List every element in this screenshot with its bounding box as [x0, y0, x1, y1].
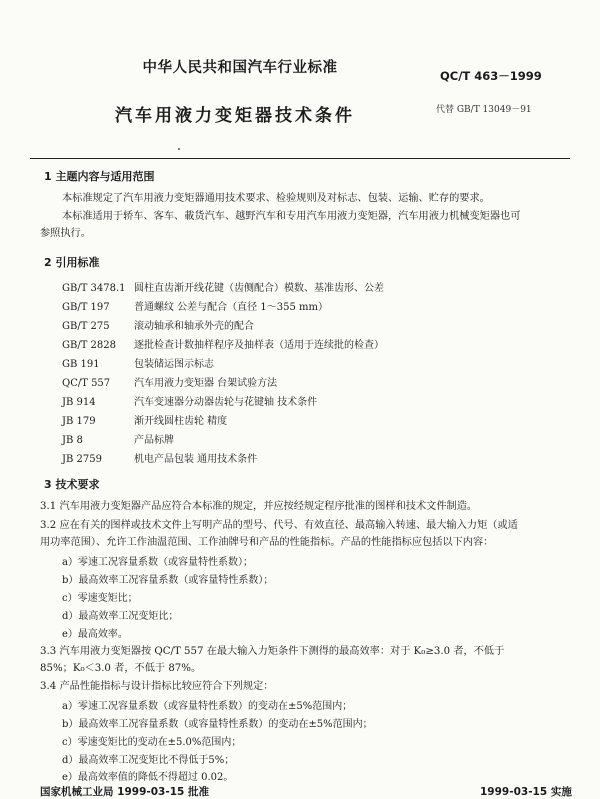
clause-3-4-item: e）最高效率值的降低不得超过 0.02。 — [62, 772, 234, 783]
section-1-paragraph-1: 本标准规定了汽车用液力变矩器通用技术要求、检验规则及对标志、包装、运输、贮存的要求。 — [62, 193, 490, 204]
effective-date: 1999-03-15 实施 — [480, 786, 572, 798]
clause-3-4-item: c）零速变矩比的变动在±5.0%范围内； — [62, 737, 242, 748]
document-title: 汽车用液力变矩器技术条件 — [115, 106, 355, 126]
reference-code: JB 914 — [62, 397, 96, 408]
reference-item — [62, 298, 328, 313]
reference-title: 滚动轴承和轴承外壳的配合 — [134, 321, 254, 332]
reference-title: 普通螺纹 公差与配合（直径 1～355 mm） — [134, 302, 328, 313]
clause-3-2-item: b）最高效率工况容量系数（或容量特性系数）； — [62, 575, 274, 586]
reference-code: JB 179 — [62, 416, 96, 427]
clause-3-3-line-2: 85%；K₀＜3.0 者，不低于 87%。 — [40, 663, 202, 674]
section-1-paragraph-2-line-2: 参照执行。 — [40, 228, 91, 239]
reference-title: 产品标牌 — [134, 435, 174, 446]
clause-3-2-line-1: 3.2 应在有关的图样或技术文件上写明产品的型号、代号、有效直径、最高输入转速、最大输入力矩（或适 — [40, 520, 518, 531]
clause-3-4-item: b）最高效率工况容量系数（或容量特性系数）的变动在±5%范围内； — [62, 719, 373, 730]
reference-title: 汽车用液力变矩器 台架试验方法 — [134, 378, 278, 389]
reference-code: JB 2759 — [62, 454, 102, 465]
approval-date: 国家机械工业局 1999-03-15 批准 — [40, 786, 209, 798]
reference-title: 逐批检查计数抽样程序及抽样表（适用于连续批的检查） — [134, 340, 384, 351]
reference-code: QC/T 557 — [62, 378, 111, 389]
clause-3-2-line-2: 用功率范围）、允许工作油温范围、工作油牌号和产品的性能指标。产品的性能指标应包括以下内容： — [40, 537, 494, 548]
reference-title: 汽车变速器分动器齿轮与花键轴 技术条件 — [134, 397, 318, 408]
clause-3-2-item: d）最高效率工况变矩比； — [62, 611, 179, 622]
clause-3-4-item: a）零速工况容量系数（或容量特性系数）的变动在±5%范围内； — [62, 701, 353, 712]
clause-3-2-item: a）零速工况容量系数（或容量特性系数）； — [62, 557, 253, 568]
reference-code: GB/T 3478.1 — [62, 283, 126, 294]
reference-item — [62, 279, 384, 294]
header-divider — [30, 158, 570, 159]
section-1-paragraph-2-line-1: 本标准适用于轿车、客车、載货汽车、越野汽车和专用汽车用液力变矩器，汽车用液力机械变矩器也可 — [62, 211, 521, 222]
reference-code: GB/T 275 — [62, 321, 110, 332]
reference-item — [62, 450, 257, 465]
reference-item — [62, 355, 214, 370]
section-1-heading: 1 主题内容与适用范围 — [44, 170, 155, 183]
reference-title: 渐开线圆柱齿轮 精度 — [134, 416, 228, 427]
clause-3-2-item: c）零速变矩比； — [62, 593, 138, 604]
clause-3-4-item: d）最高效率工况变矩比不得低于5%； — [62, 755, 235, 766]
reference-code: GB/T 197 — [62, 302, 110, 313]
reference-code: GB 191 — [62, 359, 100, 370]
reference-title: 包装储运图示标志 — [134, 359, 214, 370]
reference-title: 机电产品包装 通用技术条件 — [134, 454, 258, 465]
clause-3-2-item: e）最高效率。 — [62, 629, 128, 640]
standard-number: QC/T 463－1999 — [440, 69, 542, 83]
clause-3-4: 3.4 产品性能指标与设计指标比较应符合下列规定： — [40, 681, 274, 692]
section-2-heading: 2 引用标准 — [44, 256, 100, 269]
reference-code: JB 8 — [62, 435, 83, 446]
reference-item — [62, 431, 174, 446]
issuing-organization: 中华人民共和国汽车行业标准 — [142, 60, 338, 76]
reference-item — [62, 393, 317, 408]
reference-code: GB/T 2828 — [62, 340, 117, 351]
reference-item — [62, 317, 254, 332]
reference-item — [62, 336, 384, 351]
replaced-standard: 代替 GB/T 13049－91 — [436, 105, 532, 115]
speck-decoration — [178, 148, 180, 150]
reference-title: 圆柱直齿渐开线花键（齿侧配合）模数、基准齿形、公差 — [134, 283, 384, 294]
reference-item — [62, 374, 277, 389]
section-3-heading: 3 技术要求 — [44, 478, 100, 491]
clause-3-1: 3.1 汽车用液力变矩器产品应符合本标准的规定，并应按经规定程序批准的图样和技术文件制造。 — [40, 501, 478, 512]
clause-3-3-line-1: 3.3 汽车用液力变矩器按 QC/T 557 在最大输入力矩条件下测得的最高效率：对于 K₀≥3.0 者，不低于 — [40, 646, 505, 657]
reference-item — [62, 412, 227, 427]
